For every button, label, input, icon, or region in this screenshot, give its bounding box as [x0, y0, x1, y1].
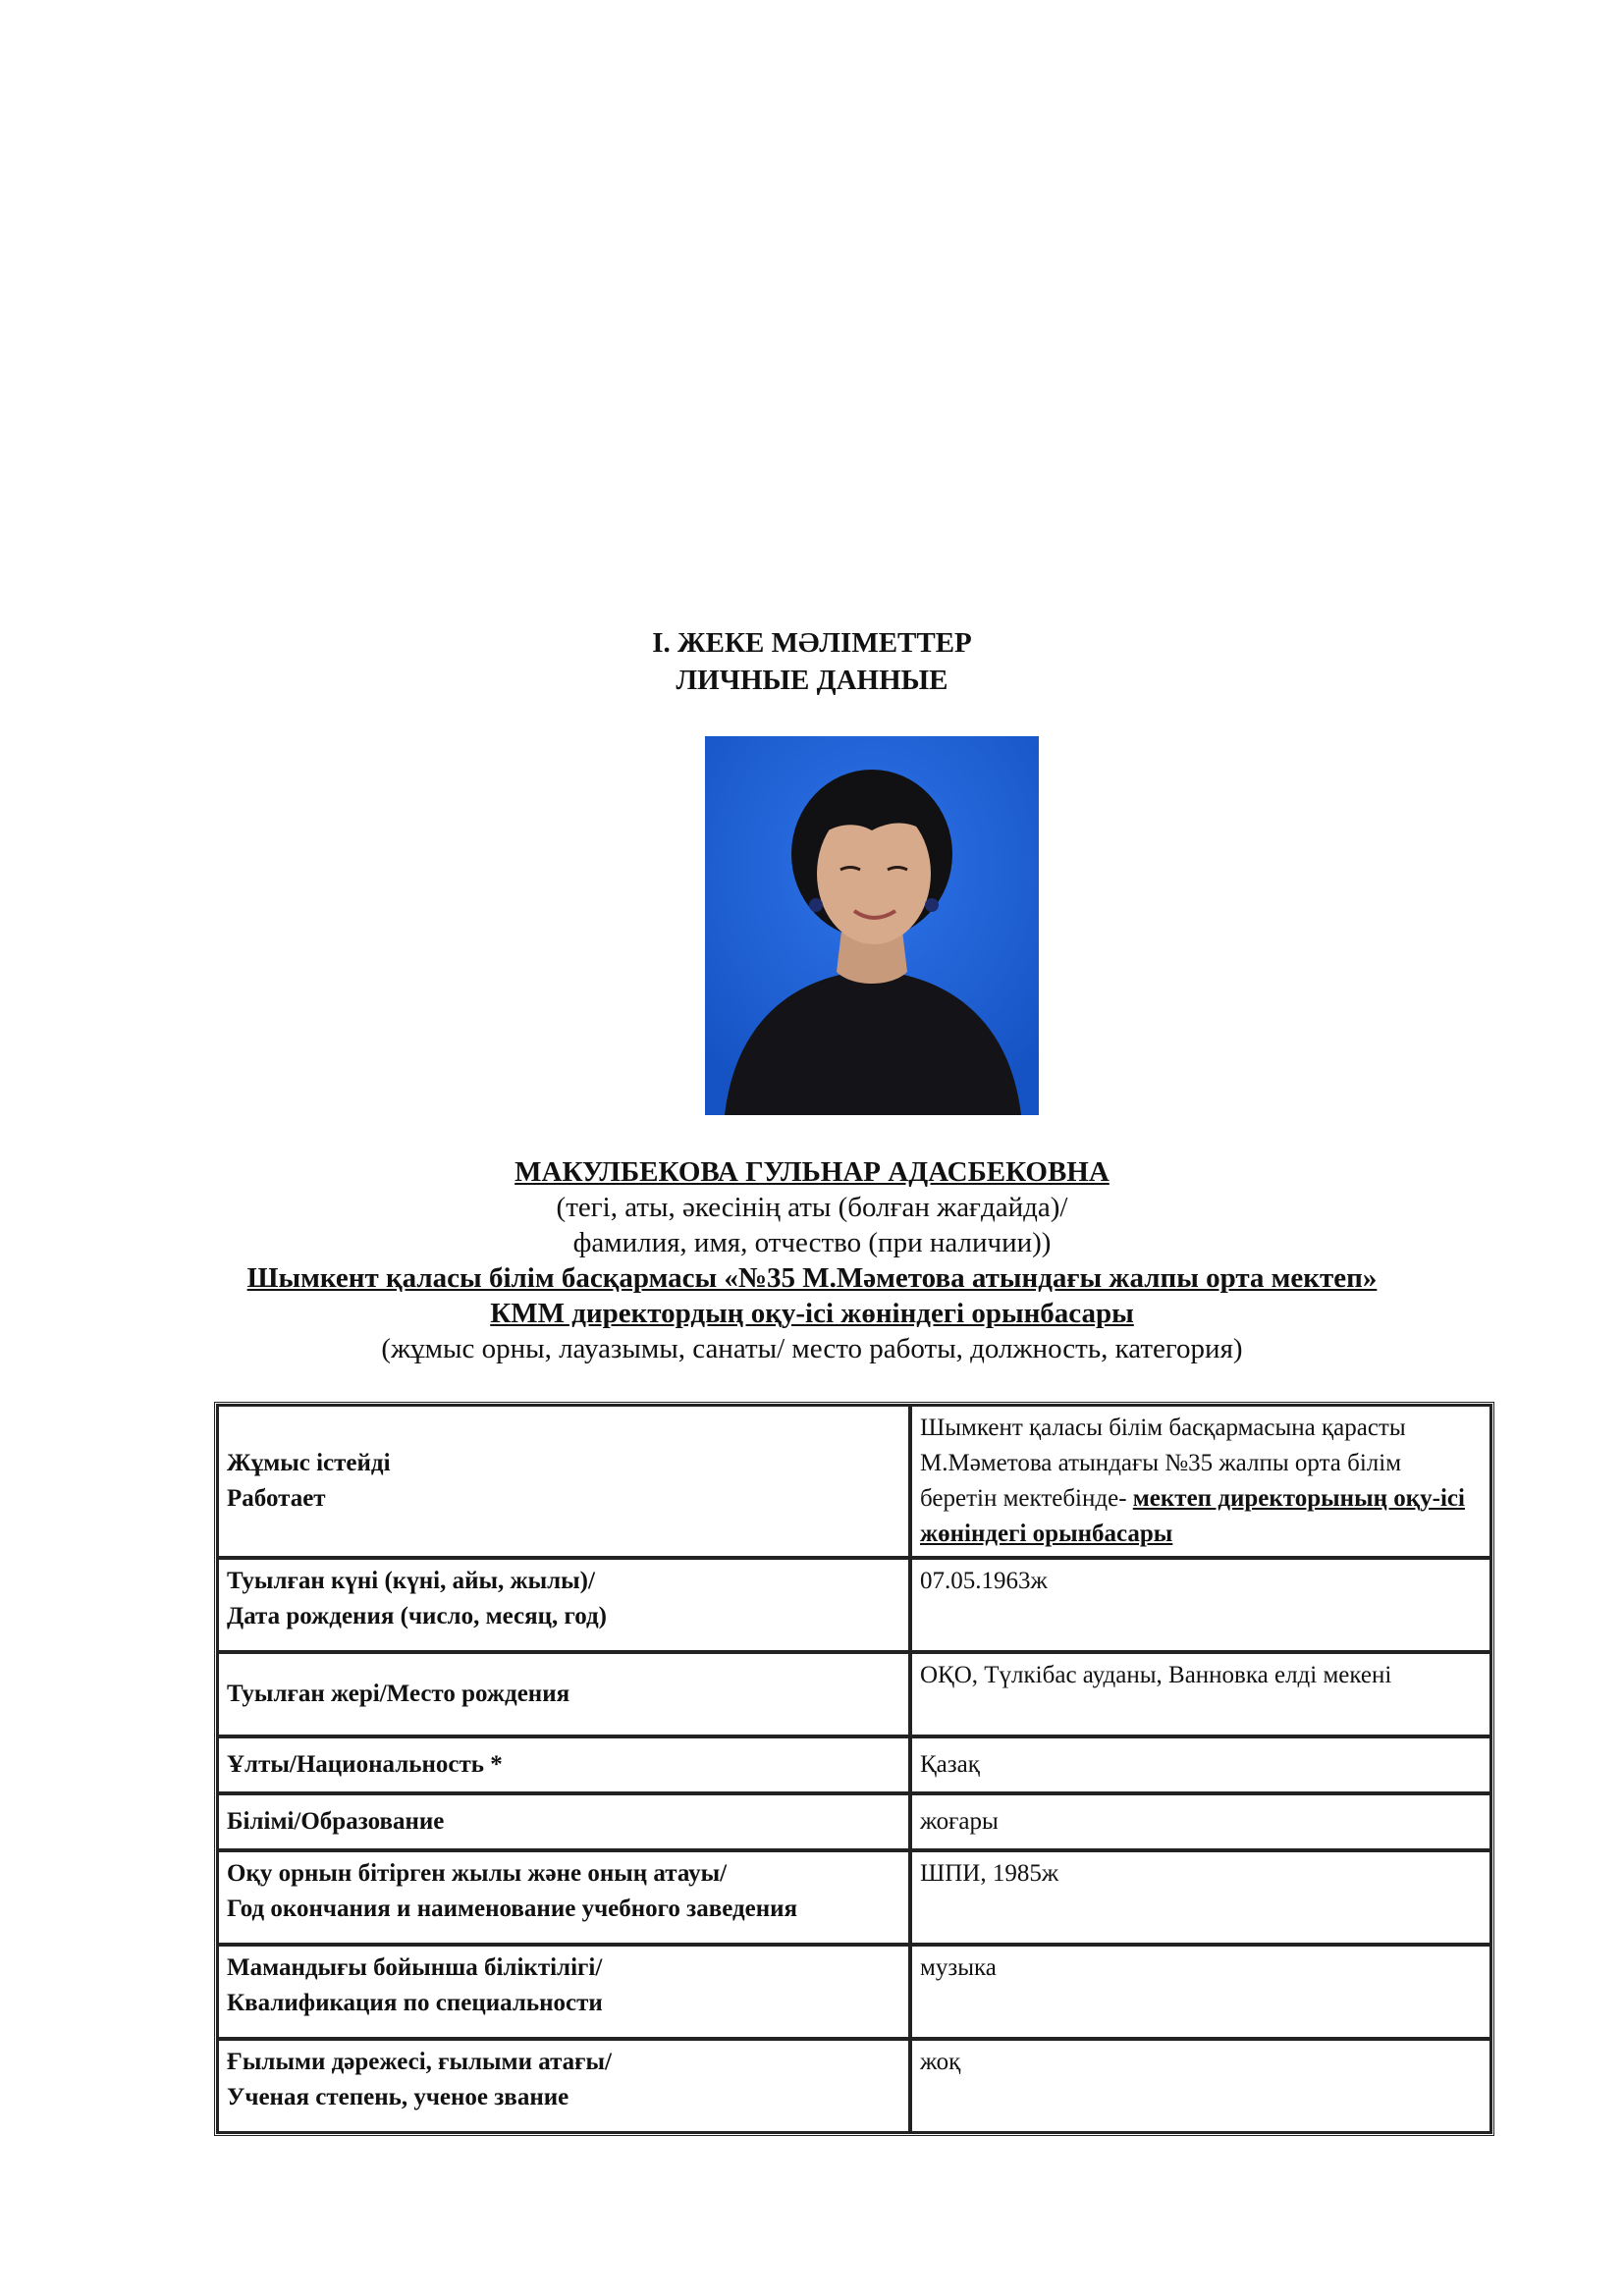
- workplace-line-1: Шымкент қаласы білім басқармасы «№35 М.Мәметова атындағы жалпы орта мектеп»: [246, 1262, 1378, 1294]
- table-row: [217, 1405, 1491, 1558]
- table-row: [217, 1850, 1491, 1945]
- table-row: [217, 2039, 1491, 2133]
- label-text: Білімі/Образование: [227, 1808, 445, 1835]
- person-info: [0, 1154, 1624, 1366]
- graduation-value: ШПИ, 1985ж: [910, 1850, 1491, 1945]
- label-cell: [217, 1793, 910, 1850]
- position-value: мектеп директорының оқу-ісі жөніндегі орынбасары: [920, 1485, 1465, 1547]
- workplace-value: Шымкент қаласы білім басқармасына қарасты М.Мәметова атындағы №35 жалпы орта білім беретін мектебінде-: [920, 1415, 1406, 1512]
- education-value: жоғары: [910, 1793, 1491, 1850]
- portrait-photo: [705, 736, 1039, 1115]
- name-hint-kz: (тегі, аты, әкесінің аты (болған жағдайда)/: [556, 1192, 1068, 1223]
- table-row: [217, 1793, 1491, 1850]
- label-text: Туылған жері/Место рождения: [227, 1681, 570, 1707]
- label-text: Ұлты/Национальность *: [227, 1751, 503, 1778]
- table-row: [217, 1945, 1491, 2039]
- label-cell: [217, 1558, 910, 1652]
- label-kz: Оқу орнын бітірген жылы және оның атауы/: [227, 1860, 728, 1887]
- label-cell: [217, 1850, 910, 1945]
- label-cell: [217, 1652, 910, 1736]
- name-hint-ru: фамилия, имя, отчество (при наличии)): [572, 1227, 1052, 1258]
- full-name: МАКУЛБЕКОВА ГУЛЬНАР АДАСБЕКОВНА: [514, 1156, 1110, 1188]
- label-ru: Квалификация по специальности: [227, 1990, 603, 2016]
- label-cell: [217, 1736, 910, 1793]
- personal-details-table: [214, 1402, 1494, 2136]
- portrait-illustration: [705, 736, 1039, 1115]
- table-row: [217, 1558, 1491, 1652]
- label-cell: [217, 1405, 910, 1558]
- label-kz: Жұмыс істейді: [227, 1450, 391, 1476]
- table-row: [217, 1736, 1491, 1793]
- value-cell: [910, 1405, 1491, 1558]
- workplace-hint: (жұмыс орны, лауазымы, санаты/ место работы, должность, категория): [381, 1333, 1243, 1364]
- workplace-line-2: КММ директордың оқу-ісі жөніндегі орынбасары: [490, 1298, 1134, 1329]
- label-ru: Дата рождения (число, месяц, год): [227, 1603, 608, 1629]
- birth-place-value: ОҚО, Түлкібас ауданы, Ванновка елді мекені: [910, 1652, 1491, 1736]
- label-cell: [217, 1945, 910, 2039]
- label-kz: Ғылыми дәрежесі, ғылыми атағы/: [227, 2049, 612, 2075]
- table-row: [217, 1652, 1491, 1736]
- label-kz: Туылған күні (күні, айы, жылы)/: [227, 1568, 595, 1594]
- label-ru: Работает: [227, 1485, 326, 1512]
- section-heading: [0, 624, 1624, 699]
- academic-degree-value: жоқ: [910, 2039, 1491, 2133]
- section-title-kz: І. ЖЕКЕ МӘЛІМЕТТЕР: [652, 627, 972, 659]
- label-ru: Год окончания и наименование учебного заведения: [227, 1896, 798, 1922]
- section-title-ru: ЛИЧНЫЕ ДАННЫЕ: [676, 665, 948, 696]
- birth-date-value: 07.05.1963ж: [910, 1558, 1491, 1652]
- label-cell: [217, 2039, 910, 2133]
- qualification-value: музыка: [910, 1945, 1491, 2039]
- nationality-value: Қазақ: [910, 1736, 1491, 1793]
- label-ru: Ученая степень, ученое звание: [227, 2084, 569, 2110]
- label-kz: Мамандығы бойынша біліктілігі/: [227, 1954, 603, 1981]
